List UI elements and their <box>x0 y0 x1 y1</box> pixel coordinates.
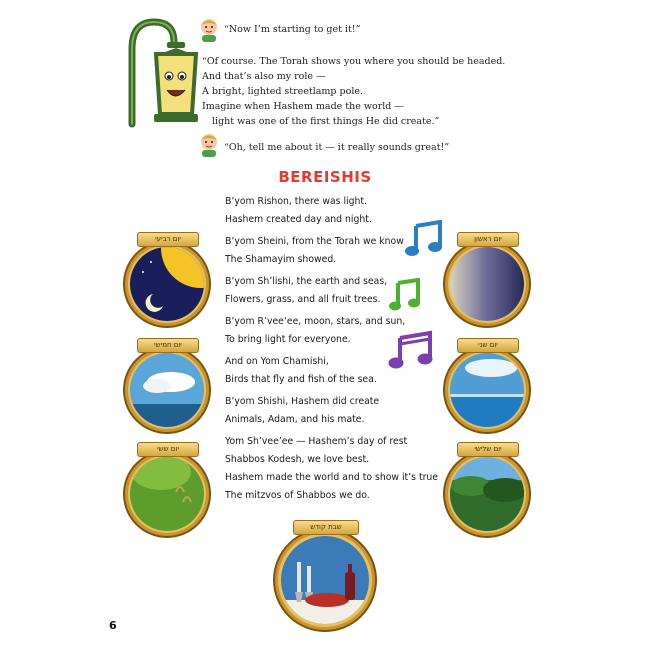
poem-line: To bring light for everyone. <box>225 334 351 345</box>
shabbos-table-scene-icon <box>271 520 379 632</box>
purple-music-note-icon <box>388 330 434 372</box>
poem-line: The mitzvos of Shabbos we do. <box>225 490 370 501</box>
poem-title: BEREISHIS <box>278 168 372 186</box>
boy-avatar-icon <box>198 16 220 42</box>
poem-line: Animals, Adam, and his mate. <box>225 414 365 425</box>
poem-line: Birds that fly and fish of the sea. <box>225 374 377 385</box>
sky-clouds-scene-icon <box>121 338 213 438</box>
sun-moon-scene-icon <box>121 232 213 332</box>
light-darkness-scene-icon <box>441 232 533 332</box>
grassland-scene-icon <box>121 442 213 542</box>
poem-line: Yom Sh’vee’ee — Hashem’s day of rest <box>225 436 408 447</box>
poem-line: B’yom Sheini, from the Torah we know <box>225 236 404 247</box>
medallion-label: יום ששי <box>137 442 199 457</box>
poem-line: B’yom Shishi, Hashem did create <box>225 396 380 407</box>
medallion-label: שבת קודש <box>293 520 359 535</box>
poem-line: Hashem created day and night. <box>225 214 372 225</box>
dialogue-reply-1: “Of course. The Torah shows you where you should be headed. <box>202 56 506 67</box>
dialogue-line-3: “Oh, tell me about it — it really sounds great!” <box>224 142 450 153</box>
day-two-medallion <box>441 338 533 438</box>
day-four-medallion <box>121 232 213 332</box>
medallion-label: יום רביעי <box>137 232 199 247</box>
green-music-note-icon <box>388 278 422 314</box>
poem-line: The Shamayim showed. <box>225 254 337 265</box>
medallion-label: יום שלישי <box>457 442 519 457</box>
poem-line: And on Yom Chamishi, <box>225 356 329 367</box>
poem-line: B’yom Rishon, there was light. <box>225 196 368 207</box>
poem-line: B’yom Sh’lishi, the earth and seas, <box>225 276 388 287</box>
poem-line: Flowers, grass, and all fruit trees. <box>225 294 381 305</box>
dialogue-reply-2: And that’s also my role — <box>202 71 326 82</box>
dialogue-reply-3: A bright, lighted streetlamp pole. <box>202 86 364 97</box>
day-one-medallion <box>441 232 533 332</box>
page-number: 6 <box>109 619 117 632</box>
shabbos-medallion <box>271 520 379 632</box>
dialogue-reply-4: Imagine when Hashem made the world — <box>202 101 404 112</box>
medallion-label: יום ראשון <box>457 232 519 247</box>
medallion-label: יום שני <box>457 338 519 353</box>
streetlamp-character-illustration <box>112 14 202 134</box>
dialogue-reply-5: light was one of the first things He did create.” <box>212 116 440 127</box>
sky-water-scene-icon <box>441 338 533 438</box>
blue-music-note-icon <box>404 220 444 260</box>
day-three-medallion <box>441 442 533 542</box>
land-trees-scene-icon <box>441 442 533 542</box>
medallion-label: יום חמישי <box>137 338 199 353</box>
poem-line: B’yom R’vee’ee, moon, stars, and sun, <box>225 316 406 327</box>
day-six-medallion <box>121 442 213 542</box>
poem-line: Shabbos Kodesh, we love best. <box>225 454 370 465</box>
day-five-medallion <box>121 338 213 438</box>
dialogue-line-1: “Now I’m starting to get it!” <box>224 24 361 35</box>
poem-line: Hashem made the world and to show it’s true <box>225 472 439 483</box>
boy-avatar-icon <box>198 131 220 157</box>
